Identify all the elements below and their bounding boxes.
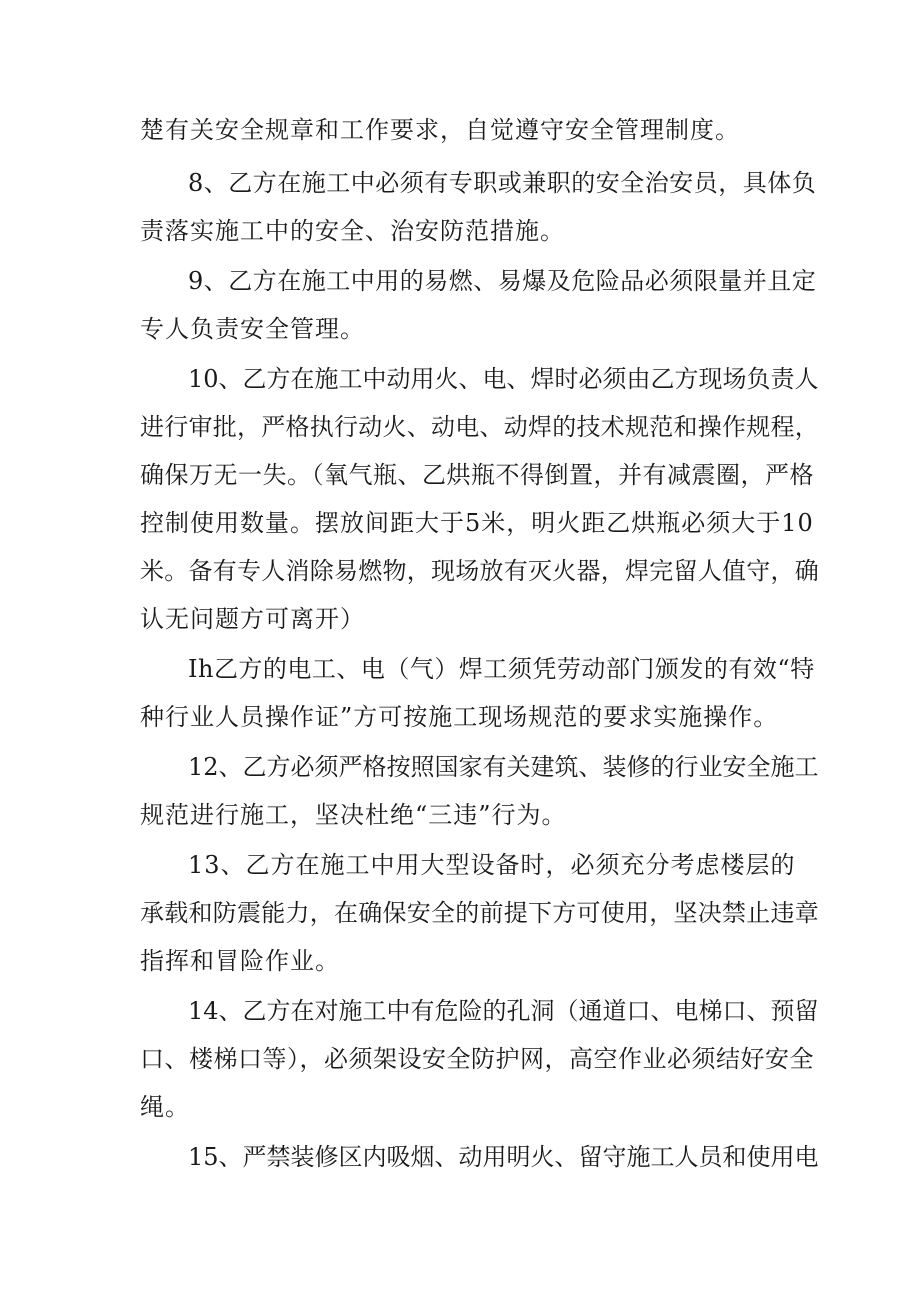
text-line: 确保万无一失。（氧气瓶、乙烘瓶不得倒置，并有减震圈，严格 [140,461,814,489]
text-line: 承载和防震能力，在确保安全的前提下方可使用，坚决禁止违章 [140,899,819,927]
text-line: 认无问题方可离开） [140,605,365,633]
text-line: 10、乙方在施工中动用火、电、焊时必须由乙方现场负责人 [188,365,819,393]
text-line: 指挥和冒险作业。 [140,947,340,975]
text-line: 绳。 [140,1093,190,1121]
text-line: 专人负责安全管理。 [140,315,365,343]
text-line: 15、严禁装修区内吸烟、动用明火、留守施工人员和使用电 [188,1143,819,1171]
text-line: 进行审批，严格执行动火、动电、动焊的技术规范和操作规程， [140,413,819,441]
text-line: 口、楼梯口等），必须架设安全防护网，高空作业必须结好安全 [140,1045,814,1073]
text-line: 规范进行施工，坚决杜绝“三违”行为。 [140,801,567,829]
text-line: 楚有关安全规章和工作要求，自觉遵守安全管理制度。 [140,116,740,144]
text-line: 9、乙方在施工中用的易燃、易爆及危险品必须限量并且定 [188,267,817,295]
text-line: 14、乙方在对施工中有危险的孔洞（通道口、电梯口、预留 [188,997,819,1025]
text-line: 12、乙方必须严格按照国家有关建筑、装修的行业安全施工 [188,753,819,781]
text-line: 8、乙方在施工中必须有专职或兼职的安全治安员，具体负 [188,169,817,197]
text-line: 控制使用数量。摆放间距大于5米，明火距乙烘瓶必须大于10 [140,509,814,537]
text-line: 责落实施工中的安全、治安防范措施。 [140,217,565,245]
text-line: 13、乙方在施工中用大型设备时，必须充分考虑楼层的 [188,851,796,879]
text-line: 种行业人员操作证”方可按施工现场规范的要求实施操作。 [140,703,779,731]
text-line: 米。备有专人消除易燃物，现场放有灭火器，焊完留人值守，确 [140,557,819,585]
text-line: Ih乙方的电工、电（气）焊工须凭劳动部门颁发的有效“特 [188,655,815,683]
